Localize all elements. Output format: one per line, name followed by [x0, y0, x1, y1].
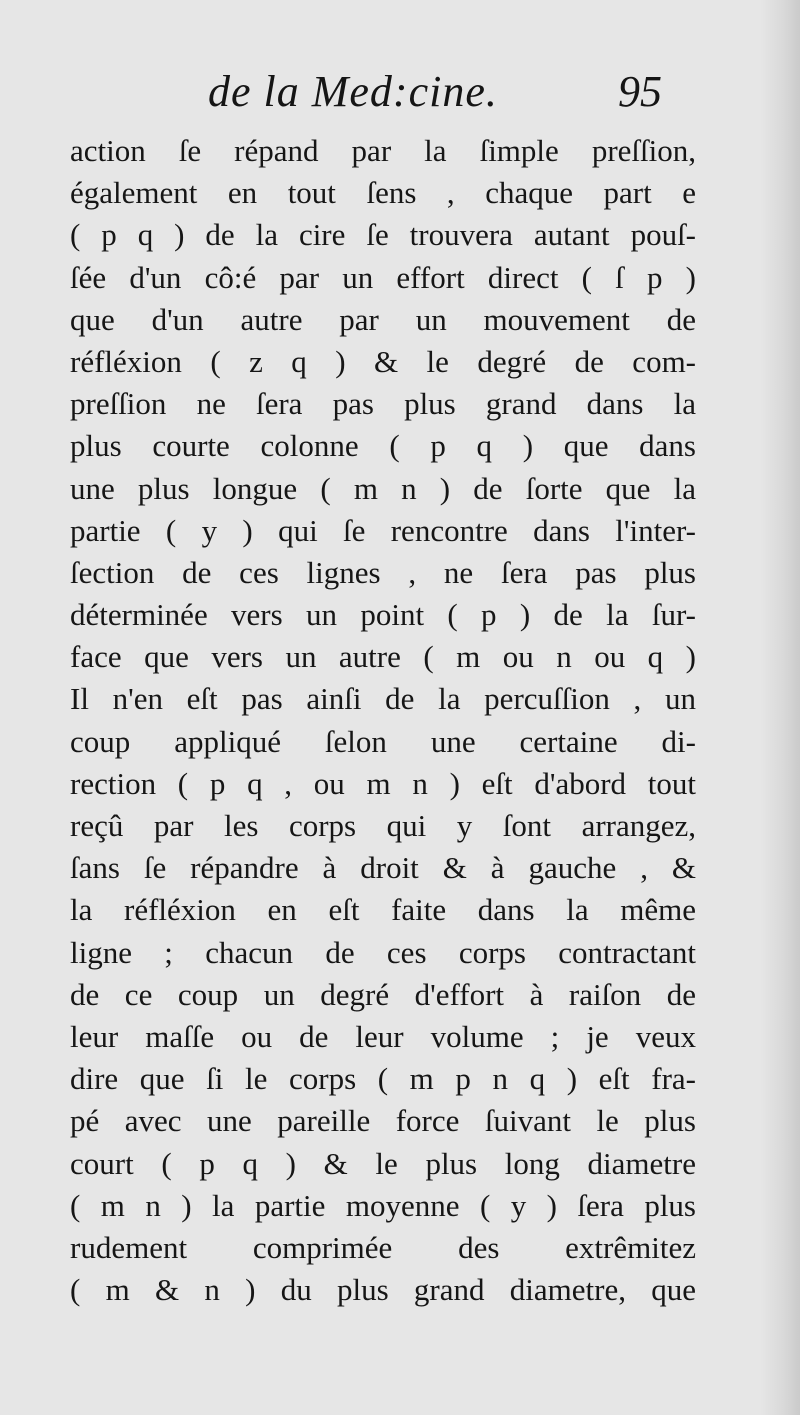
text-line: ( p q ) de la cire ſe trouvera autant pouſ- — [70, 217, 696, 253]
text-line: ſans ſe répandre à droit & à gauche , & — [70, 850, 696, 886]
text-line: ligne ; chacun de ces corps contractant — [70, 934, 696, 970]
page-number: 95 — [618, 67, 662, 116]
text-line: coup appliqué ſelon une certaine di- — [70, 723, 696, 759]
page-edge-shadow — [760, 0, 800, 1415]
text-line: Il n'en eſt pas ainſi de la percuſſion , un — [70, 681, 696, 717]
text-line: également en tout ſens , chaque part e — [70, 175, 696, 211]
text-line: plus courte colonne ( p q ) que dans — [70, 428, 696, 464]
text-line: leur maſſe ou de leur volume ; je veux — [70, 1018, 696, 1054]
text-line: dire que ſi le corps ( m p n q ) eſt fra- — [70, 1061, 696, 1097]
text-line: rudement comprimée des extrêmitez — [70, 1229, 696, 1265]
text-line: court ( p q ) & le plus long diametre — [70, 1145, 696, 1181]
text-line: ſée d'un cô:é par un effort direct ( ſ p ) — [70, 259, 696, 295]
text-line: ſection de ces lignes , ne ſera pas plus — [70, 554, 696, 590]
body-text — [70, 130, 696, 1311]
text-line: de ce coup un degré d'effort à raiſon de — [70, 976, 696, 1012]
running-title: de la Med:cine. — [208, 67, 498, 116]
text-line: ( m n ) la partie moyenne ( y ) ſera plus — [70, 1187, 696, 1223]
text-line: rection ( p q , ou m n ) eſt d'abord tout — [70, 765, 696, 801]
page-header — [0, 66, 800, 126]
text-line: partie ( y ) qui ſe rencontre dans l'inter- — [70, 512, 696, 548]
text-line: que d'un autre par un mouvement de — [70, 301, 696, 337]
text-line: réfléxion ( z q ) & le degré de com- — [70, 343, 696, 379]
text-line: ( m & n ) du plus grand diametre, que — [70, 1272, 696, 1308]
text-line: la réfléxion en eſt faite dans la même — [70, 892, 696, 928]
text-line: reçû par les corps qui y ſont arrangez, — [70, 808, 696, 843]
text-line: déterminée vers un point ( p ) de la ſur- — [70, 597, 696, 633]
text-line: pé avec une pareille force ſuivant le plus — [70, 1103, 696, 1139]
text-line: action ſe répand par la ſimple preſſion, — [70, 133, 696, 168]
text-line: preſſion ne ſera pas plus grand dans la — [70, 386, 696, 422]
text-line: face que vers un autre ( m ou n ou q ) — [70, 639, 696, 675]
text-line: une plus longue ( m n ) de ſorte que la — [70, 470, 696, 506]
